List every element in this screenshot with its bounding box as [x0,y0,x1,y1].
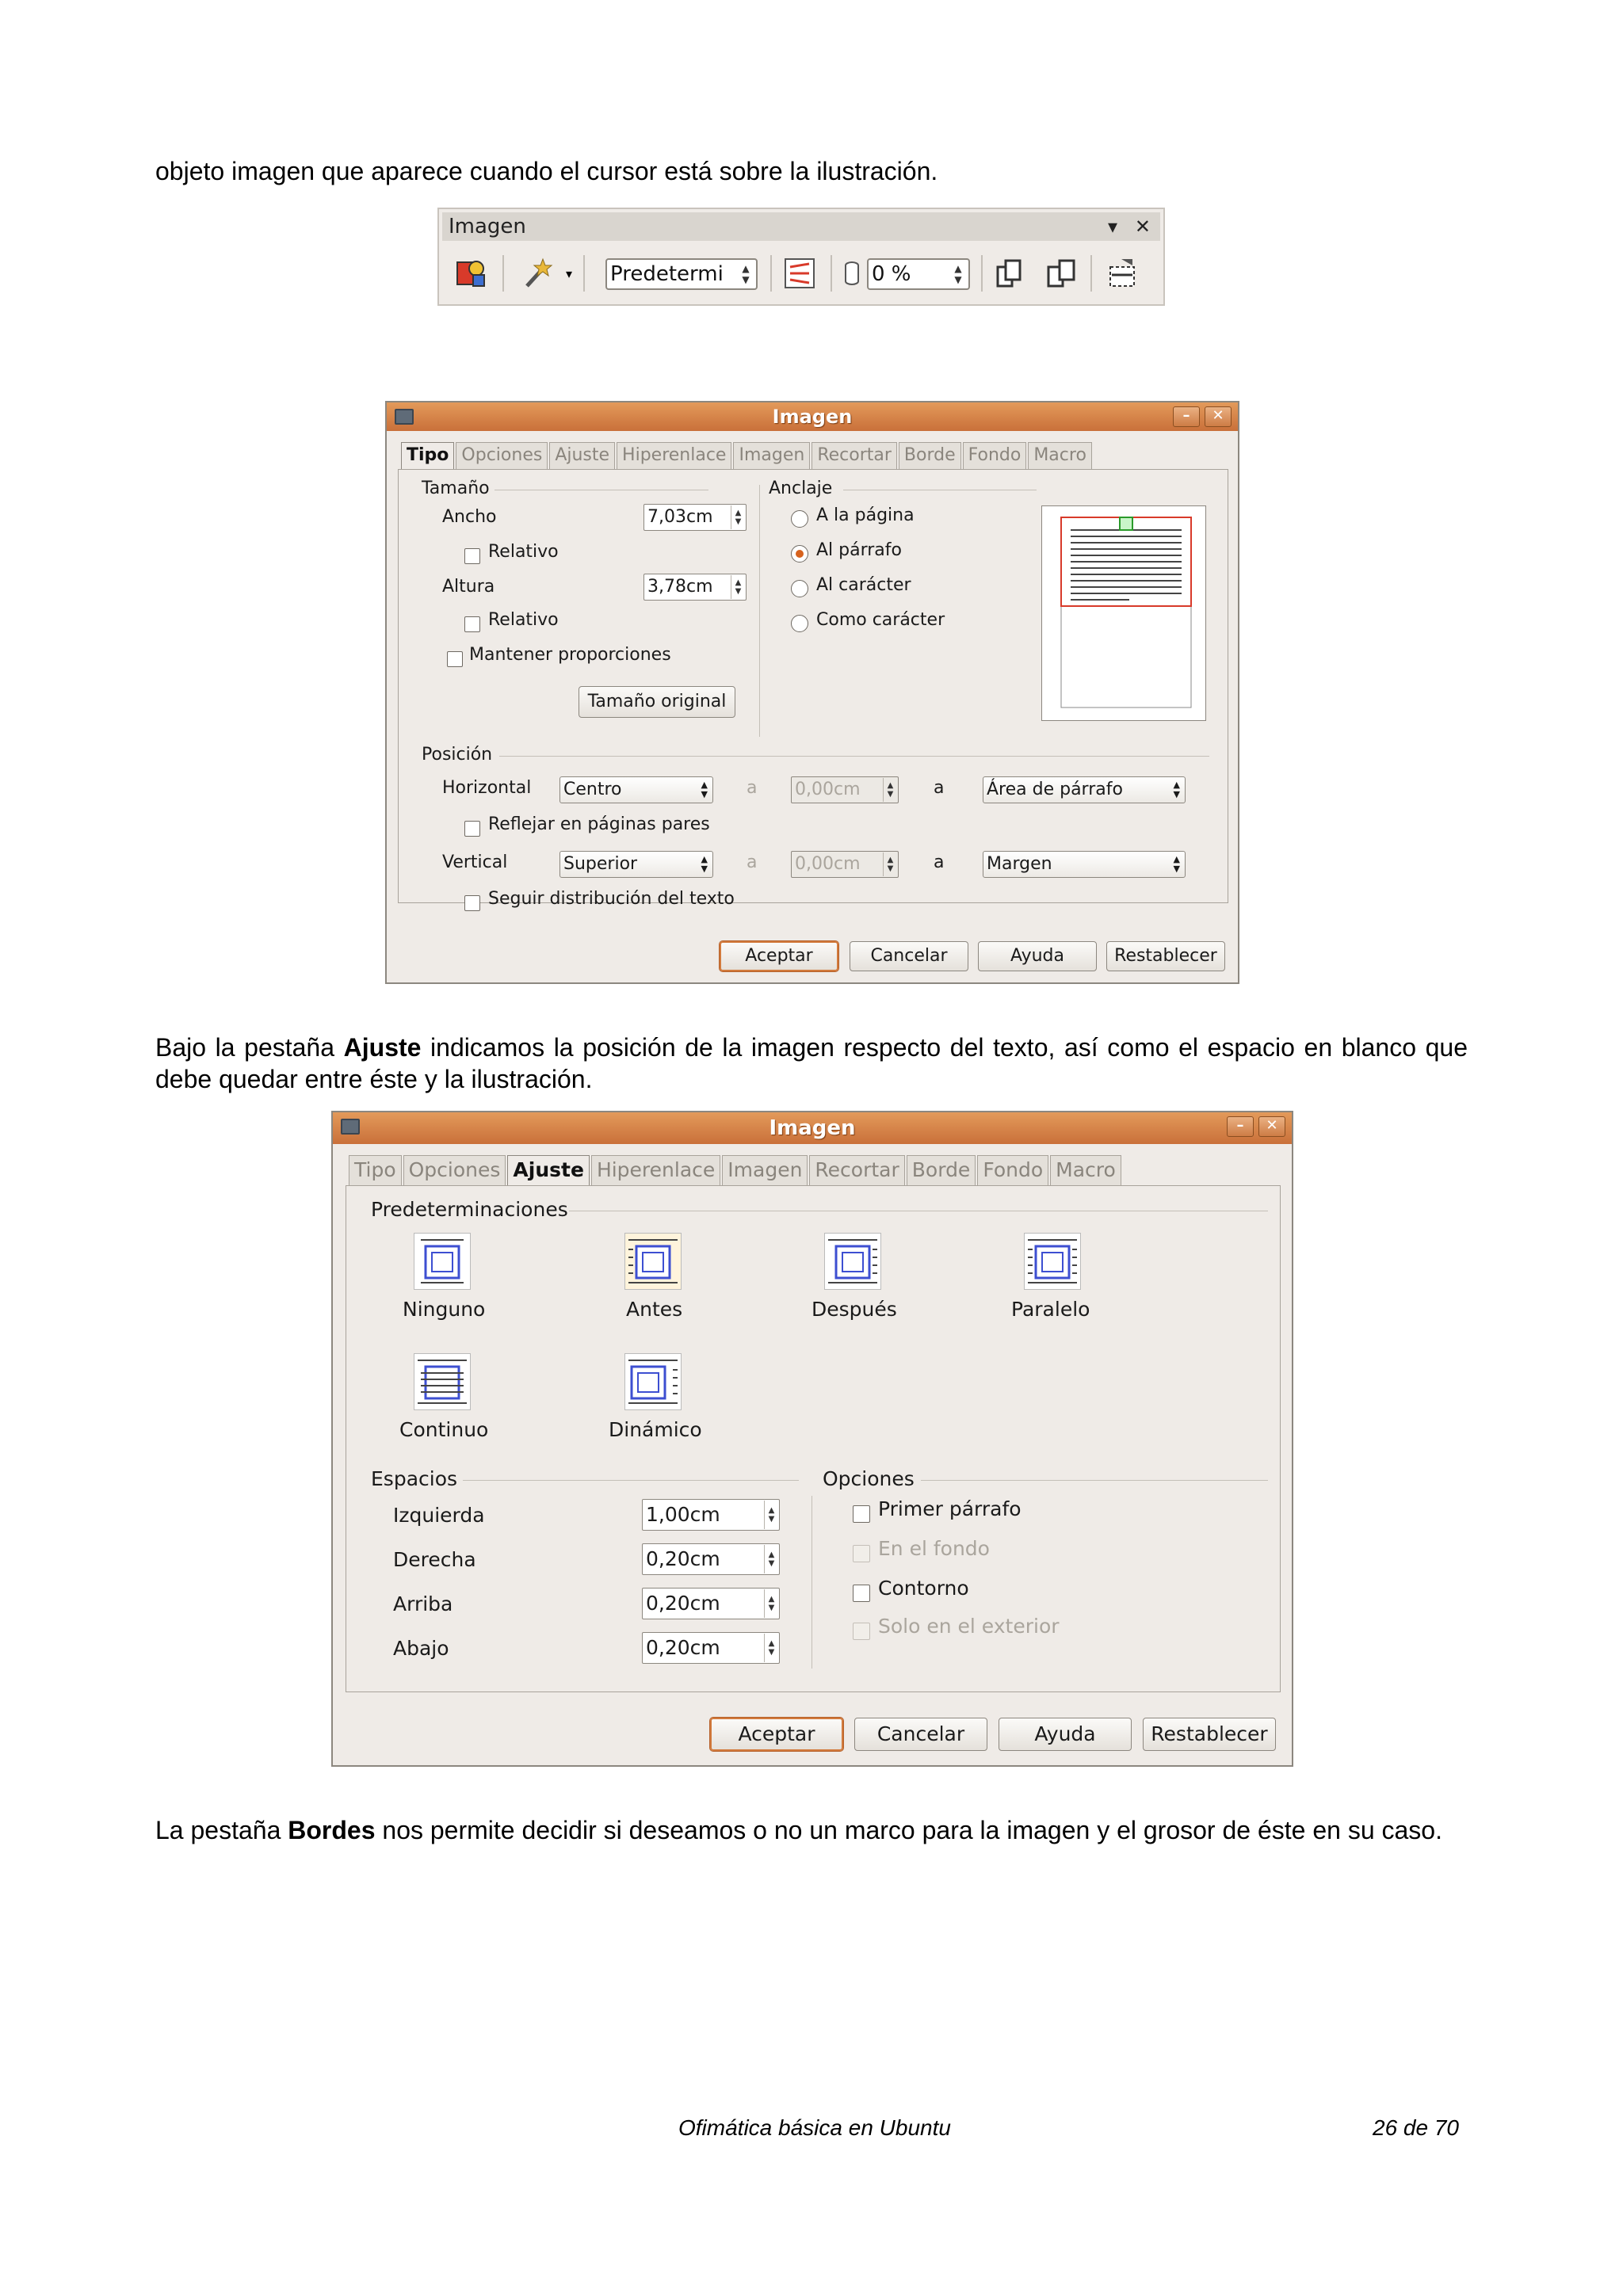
intro-text [155,155,1468,187]
tab-recortar[interactable]: Recortar [812,442,897,469]
transparency-spinner[interactable]: ▲ ▼ [954,263,962,285]
mirror-label: Reflejar en páginas pares [488,814,710,834]
horizontal-by-label: a [747,778,758,798]
horizontal-to-label: a [934,778,945,798]
horizontal-reference-select[interactable] [983,776,1186,803]
image-filter-icon[interactable] [452,254,491,293]
vertical-reference-value: Margen [987,854,1052,874]
dialog1-titlebar [387,402,1238,431]
tab-macro[interactable]: Macro [1050,1155,1121,1185]
horizontal-offset-spinner[interactable]: ▲ ▼ [883,778,897,802]
graphics-mode-arrows: ▲ ▼ [742,263,750,285]
dialog1-tabs [401,442,1094,469]
crop-icon[interactable] [1103,254,1143,293]
color-icon[interactable] [780,254,819,293]
spacing-right-label: Derecha [393,1548,476,1571]
follow-text-flow-label: Seguir distribución del texto [488,889,735,909]
height-label: Altura [442,577,495,597]
vertical-select-arrows: ▲ ▼ [701,854,708,874]
tab-tipo[interactable]: Tipo [401,442,454,469]
app-logo-icon [395,409,414,425]
height-input[interactable] [643,574,747,601]
horizontal-reference-arrows: ▲ ▼ [1173,780,1180,799]
toolbar-titlebar [442,212,1160,241]
transparency-icon [842,254,862,293]
transparency-input[interactable] [867,258,970,290]
transparency-value: 0 % [872,262,911,286]
intro-text-content: objeto imagen que aparece cuando el cursor está sobre la ilustración. [155,157,938,185]
height-value: 3,78cm [647,577,713,597]
dialog2-titlebar [333,1112,1292,1144]
tab-ajuste[interactable]: Ajuste [549,442,615,469]
close-icon[interactable]: ✕ [1258,1116,1285,1137]
anchor-as-character-label: Como carácter [816,610,945,630]
magic-wand-icon[interactable] [517,254,556,293]
wrap-none-label: Ninguno [403,1298,486,1321]
tab-fondo[interactable]: Fondo [963,442,1027,469]
ok-button[interactable]: Aceptar [710,1718,843,1751]
spacing-bottom-spinner[interactable]: ▲ ▼ [764,1634,778,1662]
image-dialog-type [385,401,1239,984]
toolbar-body [442,246,1160,303]
anchor-paragraph-label: Al párrafo [816,540,902,560]
footer-document-title: Ofimática básica en Ubuntu [678,2115,951,2140]
anchor-character-label: Al carácter [816,575,911,595]
wrap-dynamic-label: Dinámico [609,1418,702,1441]
spacing-left-label: Izquierda [393,1504,485,1527]
tab-borde[interactable]: Borde [907,1155,976,1185]
anchor-as-character-radio[interactable] [791,615,808,632]
graphics-mode-value: Predetermi [610,262,724,286]
vertical-label: Vertical [442,852,508,872]
relative-width-label: Relativo [488,542,559,562]
spacing-top-value: 0,20cm [646,1592,720,1615]
spacing-left-input[interactable] [642,1499,780,1531]
follow-text-flow-checkbox[interactable] [464,895,480,911]
wrap-after-label: Después [812,1298,897,1321]
tab-hiperenlace[interactable]: Hiperenlace [591,1155,720,1185]
app-logo-icon [341,1119,360,1135]
minimize-icon[interactable]: – [1173,406,1200,427]
spacing-top-label: Arriba [393,1592,453,1615]
tab-recortar[interactable]: Recortar [809,1155,904,1185]
cancel-button[interactable]: Cancelar [850,941,968,971]
tab-hiperenlace[interactable]: Hiperenlace [617,442,731,469]
wrap-before-label: Antes [626,1298,683,1321]
tab-borde[interactable]: Borde [899,442,961,469]
ajuste-paragraph-bold: Ajuste [343,1033,422,1062]
tab-ajuste[interactable]: Ajuste [507,1155,590,1185]
wrap-through-label: Continuo [399,1418,489,1441]
anchor-page-radio[interactable] [791,510,808,528]
first-paragraph-checkbox[interactable] [853,1505,870,1523]
toolbar-menu-icon[interactable]: ▾ [1107,215,1117,238]
relative-width-checkbox[interactable] [464,548,480,564]
tab-tipo[interactable]: Tipo [349,1155,402,1185]
reset-button[interactable]: Restablecer [1143,1718,1276,1751]
contour-label: Contorno [878,1577,969,1600]
horizontal-offset-value: 0,00cm [795,780,861,799]
relative-height-label: Relativo [488,610,559,630]
height-spinner[interactable]: ▲ ▼ [731,575,745,599]
image-dialog-wrap [331,1111,1293,1767]
image-toolbar [437,208,1165,306]
outside-only-checkbox[interactable] [853,1623,870,1640]
toolbar-title: Imagen [449,215,526,238]
tab-imagen[interactable]: Imagen [733,442,810,469]
horizontal-reference-value: Área de párrafo [987,780,1123,799]
position-preview [1041,505,1206,721]
wrap-through-icon[interactable] [414,1353,471,1410]
wrap-before-icon[interactable] [624,1233,682,1290]
tab-fondo[interactable]: Fondo [977,1155,1048,1185]
ajuste-paragraph [155,1032,1468,1095]
width-input[interactable] [643,504,747,531]
dialog1-title: Imagen [772,406,853,428]
in-background-checkbox[interactable] [853,1545,870,1562]
dialog2-title: Imagen [769,1116,856,1140]
ok-button[interactable]: Aceptar [720,941,838,971]
ajuste-paragraph-start: Bajo la pestaña [155,1033,344,1062]
spacing-left-spinner[interactable]: ▲ ▼ [764,1501,778,1529]
horizontal-label: Horizontal [442,778,532,798]
bordes-paragraph-end: nos permite decidir si deseamos o no un marco para la imagen y el grosor de éste en su caso. [375,1816,1442,1844]
horizontal-select[interactable] [559,776,713,803]
minimize-icon[interactable]: – [1227,1116,1254,1137]
wrap-parallel-icon[interactable] [1024,1233,1081,1290]
reset-button[interactable]: Restablecer [1106,941,1225,971]
spacing-top-spinner[interactable]: ▲ ▼ [764,1589,778,1618]
anchor-page-label: A la página [816,505,915,525]
horizontal-value: Centro [563,780,622,799]
filter-dropdown-icon[interactable]: ▾ [565,265,573,281]
options-section-label: Opciones [823,1467,915,1490]
anchor-paragraph-radio[interactable] [791,545,808,563]
spacing-top-input[interactable] [642,1588,780,1619]
spacing-left-value: 1,00cm [646,1503,720,1526]
vertical-offset-input[interactable] [791,851,899,878]
toolbar-close-icon[interactable]: ✕ [1134,215,1151,238]
wrap-parallel-label: Paralelo [1011,1298,1090,1321]
spacing-right-value: 0,20cm [646,1547,720,1570]
spacing-section-label: Espacios [371,1467,458,1490]
width-spinner[interactable]: ▲ ▼ [731,505,745,529]
width-value: 7,03cm [647,507,713,527]
wrap-after-icon[interactable] [824,1233,881,1290]
vertical-offset-spinner[interactable]: ▲ ▼ [883,852,897,876]
close-icon[interactable]: ✕ [1205,406,1232,427]
vertical-reference-select[interactable] [983,851,1186,878]
position-section-label: Posición [422,745,493,765]
keep-ratio-checkbox[interactable] [447,651,463,667]
bordes-paragraph-bold: Bordes [288,1816,376,1844]
vertical-offset-value: 0,00cm [795,854,861,874]
contour-checkbox[interactable] [853,1585,870,1602]
wrap-dynamic-icon[interactable] [624,1353,682,1410]
relative-height-checkbox[interactable] [464,616,480,632]
anchor-character-radio[interactable] [791,580,808,597]
horizontal-select-arrows: ▲ ▼ [701,780,708,799]
spacing-bottom-label: Abajo [393,1637,449,1660]
mirror-checkbox[interactable] [464,821,480,837]
vertical-reference-arrows: ▲ ▼ [1173,854,1180,874]
help-button[interactable]: Ayuda [999,1718,1132,1751]
footer-page-number: 26 de 70 [1373,2115,1459,2140]
preview-page-graphic [1042,506,1205,720]
vertical-to-label: a [934,852,945,872]
keep-ratio-label: Mantener proporciones [469,645,671,665]
vertical-value: Superior [563,854,638,874]
tab-opciones[interactable]: Opciones [456,442,548,469]
original-size-button[interactable]: Tamaño original [579,686,735,718]
anchor-section-label: Anclaje [769,479,833,498]
width-label: Ancho [442,507,497,527]
ajuste-paragraph-end: indicamos la posición de la imagen respecto del texto, así como el espacio en blanco que debe quedar entre éste y la ilustración. [155,1033,1468,1093]
flip-vertical-icon[interactable] [991,254,1030,293]
bordes-paragraph [155,1814,1468,1846]
vertical-by-label: a [747,852,758,872]
spacing-bottom-value: 0,20cm [646,1636,720,1659]
spacing-right-spinner[interactable]: ▲ ▼ [764,1545,778,1573]
size-section-label: Tamaño [422,479,490,498]
spacing-right-input[interactable] [642,1543,780,1575]
flip-horizontal-icon[interactable] [1041,254,1081,293]
cancel-button[interactable]: Cancelar [854,1718,987,1751]
first-paragraph-label: Primer párrafo [878,1497,1022,1520]
horizontal-offset-input[interactable] [791,776,899,803]
tab-imagen[interactable]: Imagen [722,1155,808,1185]
tab-macro[interactable]: Macro [1028,442,1092,469]
outside-only-label: Solo en el exterior [878,1615,1060,1638]
tab-opciones[interactable]: Opciones [403,1155,506,1185]
bordes-paragraph-start: La pestaña [155,1816,288,1844]
vertical-select[interactable] [559,851,713,878]
spacing-bottom-input[interactable] [642,1632,780,1664]
in-background-label: En el fondo [878,1537,990,1560]
dialog2-tabs [349,1155,1123,1185]
wrap-none-icon[interactable] [414,1233,471,1290]
help-button[interactable]: Ayuda [978,941,1097,971]
presets-section-label: Predeterminaciones [371,1198,568,1221]
graphics-mode-select[interactable] [605,258,758,290]
